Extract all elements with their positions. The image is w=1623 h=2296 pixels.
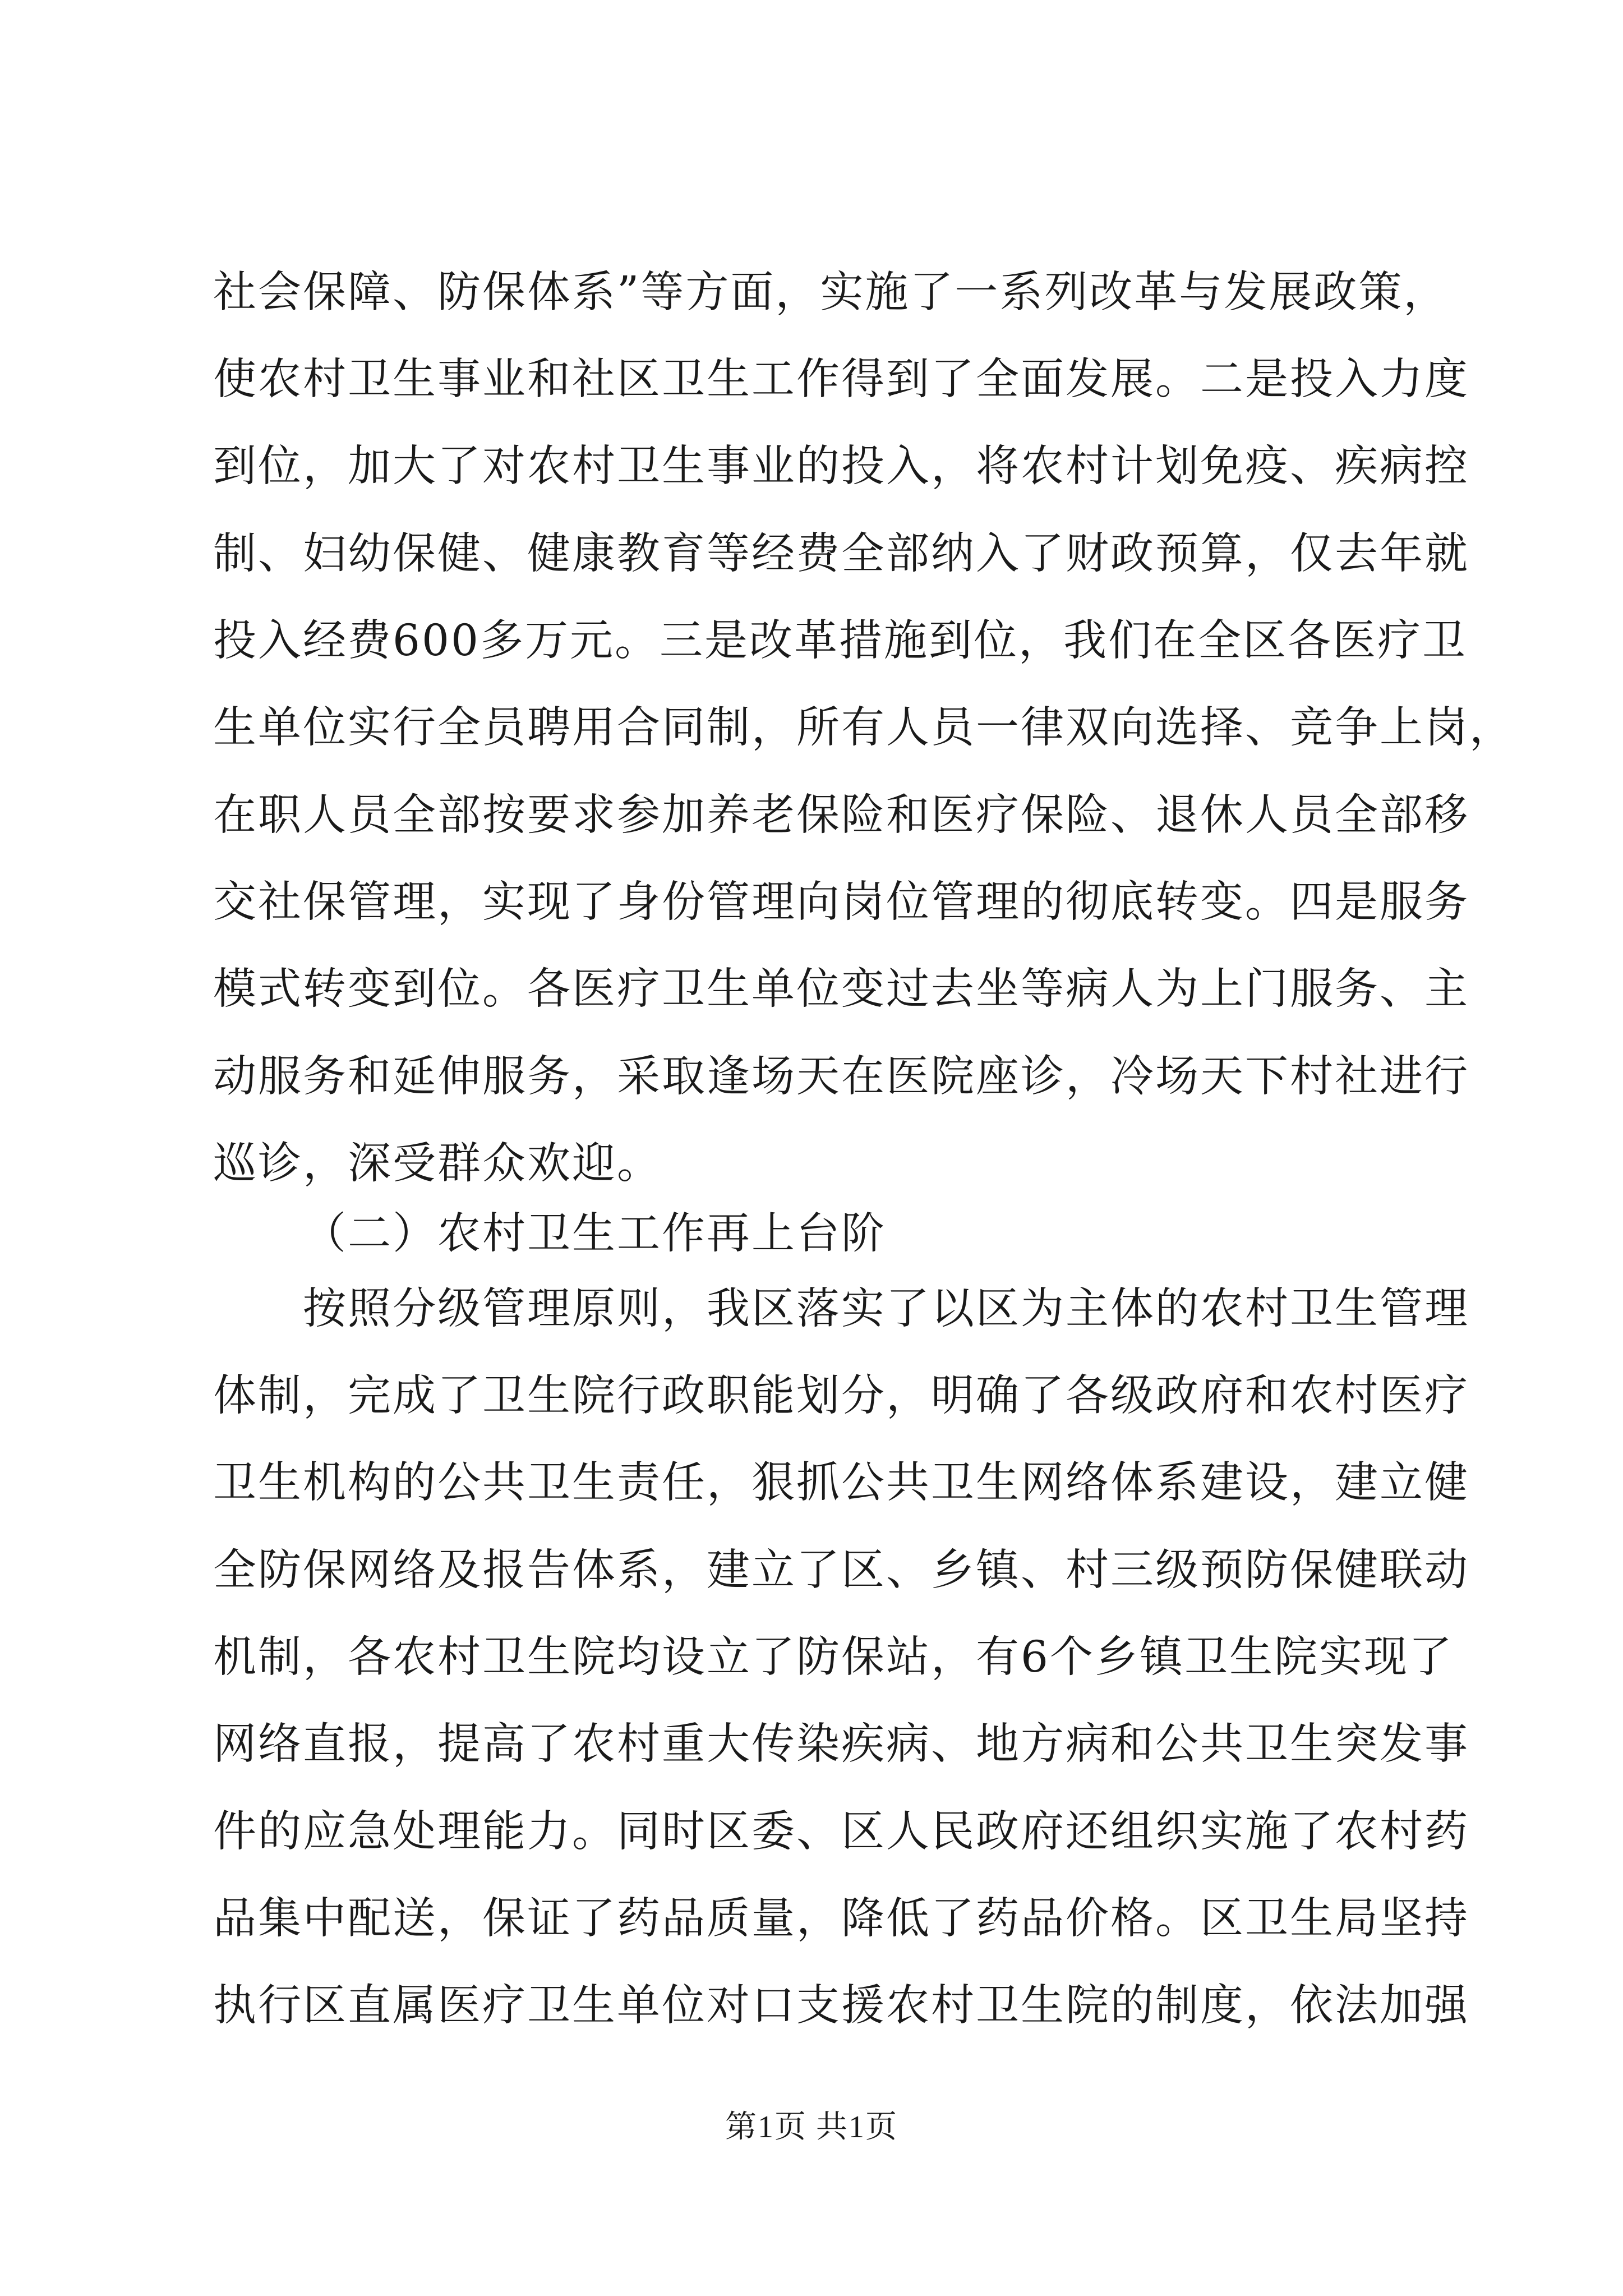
paragraph-line: 制、妇幼保健、健康教育等经费全部纳入了财政预算，仅去年就 — [213, 529, 1469, 579]
paragraph-line: 社会保障、防保体系”等方面，实施了一系列改革与发展政策， — [213, 268, 1449, 318]
paragraph-line: 模式转变到位。各医疗卫生单位变过去坐等病人为上门服务、主 — [213, 964, 1469, 1014]
paragraph-line: 使农村卫生事业和社区卫生工作得到了全面发展。二是投入力度 — [213, 355, 1469, 404]
paragraph-line: 投入经费600多万元。三是改革措施到位，我们在全区各医疗卫 — [213, 616, 1467, 666]
paragraph-line: 卫生机构的公共卫生责任，狠抓公共卫生网络体系建设，建立健 — [213, 1458, 1469, 1508]
paragraph-line: 执行区直属医疗卫生单位对口支援农村卫生院的制度，依法加强 — [213, 1981, 1469, 2031]
paragraph-line: 机制，各农村卫生院均设立了防保站，有6个乡镇卫生院实现了 — [213, 1632, 1454, 1682]
section-subheading: （二）农村卫生工作再上台阶 — [303, 1209, 886, 1259]
page-number-footer: 第1页 共1页 — [725, 2110, 898, 2145]
paragraph-line: 按照分级管理原则，我区落实了以区为主体的农村卫生管理 — [303, 1284, 1469, 1334]
paragraph-line: 网络直报，提高了农村重大传染疾病、地方病和公共卫生突发事 — [213, 1719, 1469, 1769]
paragraph-line: 件的应急处理能力。同时区委、区人民政府还组织实施了农村药 — [213, 1807, 1469, 1857]
paragraph-line: 在职人员全部按要求参加养老保险和医疗保险、退休人员全部移 — [213, 790, 1469, 840]
paragraph-line: 动服务和延伸服务，采取逢场天在医院座诊，冷场天下村社进行 — [213, 1052, 1469, 1102]
paragraph-line: 到位，加大了对农村卫生事业的投入，将农村计划免疫、疾病控 — [213, 441, 1469, 491]
paragraph-line: 交社保管理，实现了身份管理向岗位管理的彻底转变。四是服务 — [213, 877, 1469, 927]
paragraph-line: 体制，完成了卫生院行政职能划分，明确了各级政府和农村医疗 — [213, 1371, 1469, 1421]
paragraph-line: 生单位实行全员聘用合同制，所有人员一律双向选择、竞争上岗， — [213, 703, 1514, 753]
paragraph-line: 巡诊，深受群众欢迎。 — [213, 1139, 662, 1189]
paragraph-line: 全防保网络及报告体系，建立了区、乡镇、村三级预防保健联动 — [213, 1545, 1469, 1595]
paragraph-line: 品集中配送，保证了药品质量，降低了药品价格。区卫生局坚持 — [213, 1894, 1469, 1944]
